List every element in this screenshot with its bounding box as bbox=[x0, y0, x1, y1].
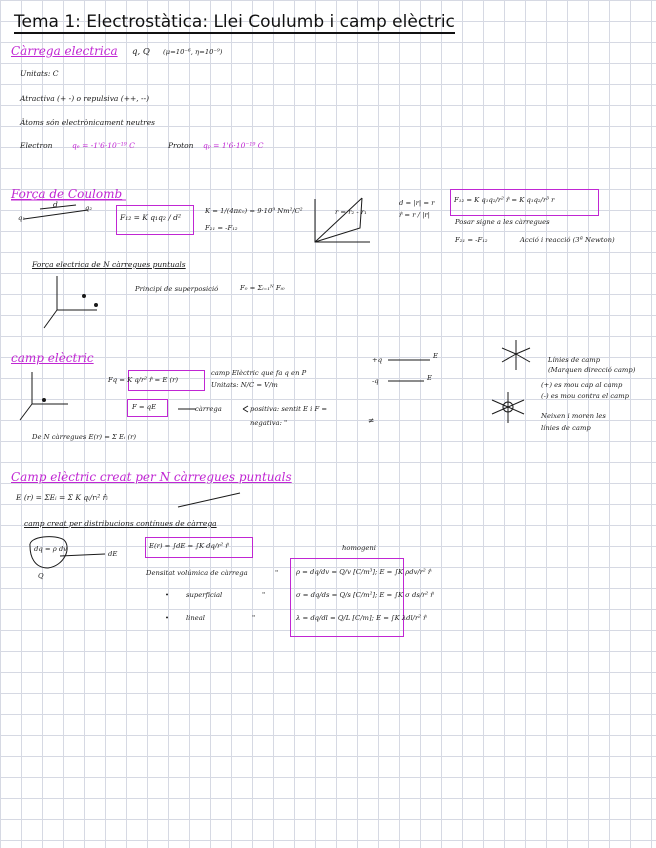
field-lines-plus: (+) es mou cap al camp bbox=[541, 381, 623, 389]
section-heading-carrega: Càrrega electrica bbox=[11, 44, 118, 58]
line-attraction: Atractiva (+ -) o repulsiva (++, --) bbox=[20, 94, 150, 103]
newton-note: Acció i reacció (3ª Newton) bbox=[520, 236, 615, 244]
field-units: Unitats: N/C = V/m bbox=[211, 381, 278, 389]
newton-equation: F₂₁ = -F₁₂ bbox=[455, 236, 488, 244]
positive-charge: positiva: sentit E i F = bbox=[250, 405, 328, 413]
line-atoms: Àtoms són electrònicament neutres bbox=[20, 118, 155, 127]
row-surface-label: superficial bbox=[186, 591, 223, 599]
minus-q-label: -q bbox=[372, 377, 379, 385]
plus-q-label: +q bbox=[372, 356, 383, 364]
e-label-top: E bbox=[433, 352, 438, 360]
row-surface-formula: σ = dq/ds = Q/s [C/m²]; E = ∫K σ ds/r² r̂ bbox=[296, 591, 434, 599]
superposition-label: Principi de superposició bbox=[135, 285, 219, 293]
vector-formula: F₁₂ = K q₁q₂/r² r̂ = K q₁q₂/r³ r bbox=[454, 196, 555, 204]
n-field-formula: E (r) = ΣEᵢ = Σ K qᵢ/rᵢ² r̂ᵢ bbox=[16, 493, 108, 502]
not-equal-sign: ≠ bbox=[368, 416, 375, 425]
page-title-text: Tema 1: Electrostàtica: Llei Coulumb i camp elèctric bbox=[14, 12, 455, 32]
vector-r: r = r₂ - r₁ bbox=[335, 208, 367, 216]
d-definition: d = |r| = r bbox=[399, 199, 435, 207]
integral-formula: E(r) = ∫dE = ∫K dq/r² r̂ bbox=[149, 542, 229, 550]
section-heading-camp: camp elèctric bbox=[11, 351, 94, 365]
charge-q2-label: q₂ bbox=[85, 204, 93, 212]
line-units: Unitats: C bbox=[20, 69, 59, 78]
distribution-heading: camp creat per distribucions contínues de càrrega bbox=[24, 519, 217, 528]
dq-label: dq = ρ dv bbox=[34, 545, 68, 553]
total-charge-label: Q bbox=[38, 572, 44, 580]
line-electron-label: Electron bbox=[20, 141, 53, 150]
charge-word: càrrega bbox=[195, 405, 222, 413]
n-charges-field: De N càrregues E(r) = Σ Eᵢ (r) bbox=[32, 433, 137, 441]
charge-symbols: q, Q bbox=[132, 47, 150, 57]
force-relation: F₂₁ = -F₁₂ bbox=[205, 224, 238, 232]
n-charges-heading: Força electrica de N càrregues puntuals bbox=[32, 260, 186, 269]
section-heading-coulomb: Força de Coulomb bbox=[11, 187, 123, 201]
proton-charge: qₚ = 1'6·10⁻¹⁹ C bbox=[203, 141, 264, 150]
homogeneous-label: homogeni bbox=[342, 544, 376, 552]
field-lines-born-2: línies de camp bbox=[541, 424, 591, 432]
row-volume-formula: ρ = dq/dv = Q/v [C/m³]; E = ∫K ρdv/r² r̂ bbox=[296, 568, 432, 576]
coulomb-charge-line bbox=[24, 210, 88, 219]
field-formula: Fq = K q/r² r̂ = E (r) bbox=[108, 376, 179, 384]
force-formula: F = qE bbox=[132, 403, 157, 411]
row-volume-label: Densitat volúmica de càrrega bbox=[146, 569, 248, 577]
distance-label: d bbox=[53, 200, 58, 209]
row-linear-label: lineal bbox=[186, 614, 205, 622]
field-lines-sub: (Marquen direcció camp) bbox=[548, 366, 636, 374]
row-linear-bullet: • bbox=[165, 614, 170, 622]
field-lines-minus: (-) es mou contra el camp bbox=[541, 392, 629, 400]
field-note: camp Elèctric que fa q en P bbox=[211, 369, 307, 377]
e-label-bottom: E bbox=[427, 374, 432, 382]
row-linear-ditto: " bbox=[252, 614, 256, 622]
radial-field-lines bbox=[492, 340, 530, 423]
de-label: dE bbox=[108, 550, 118, 558]
coulomb-vector-diagram bbox=[315, 198, 370, 242]
row-surface-bullet: • bbox=[165, 591, 170, 599]
electron-charge: qₑ = -1'6·10⁻¹⁹ C bbox=[72, 141, 135, 150]
superposition-axes bbox=[44, 276, 97, 328]
coulomb-distance-arrow bbox=[40, 205, 76, 209]
field-lines-title: Línies de camp bbox=[548, 356, 601, 364]
row-linear-formula: λ = dq/dl = Q/L [C/m]; E = ∫K λdl/r² r̂ bbox=[296, 614, 427, 622]
row-surface-ditto: " bbox=[262, 591, 266, 599]
charge-q1-label: q₁ bbox=[18, 214, 26, 222]
sign-note: Posar signe a les càrregues bbox=[455, 218, 550, 226]
field-lines-born: Neixen i moren les bbox=[541, 412, 606, 420]
page-title bbox=[14, 12, 455, 34]
units-note: (μ=10⁻⁶, η=10⁻⁹) bbox=[163, 48, 223, 56]
r-hat-definition: r̂ = r / |r| bbox=[399, 211, 430, 219]
coulomb-formula: F₁₂ = K q₁q₂ / d² bbox=[120, 213, 181, 222]
section-heading-camp-n: Camp elèctric creat per N càrregues puntuals bbox=[11, 470, 292, 484]
field-axes bbox=[20, 372, 68, 420]
k-constant: K = 1/(4πε₀) = 9·10⁹ Nm²/C² bbox=[205, 207, 303, 215]
negative-charge: negativa: " bbox=[250, 419, 288, 427]
line-proton-label: Proton bbox=[168, 141, 194, 150]
superposition-formula: F₀ = Σᵢ₌₁ᴺ Fᵢ₀ bbox=[240, 284, 285, 292]
row-volume-ditto: " bbox=[275, 569, 279, 577]
